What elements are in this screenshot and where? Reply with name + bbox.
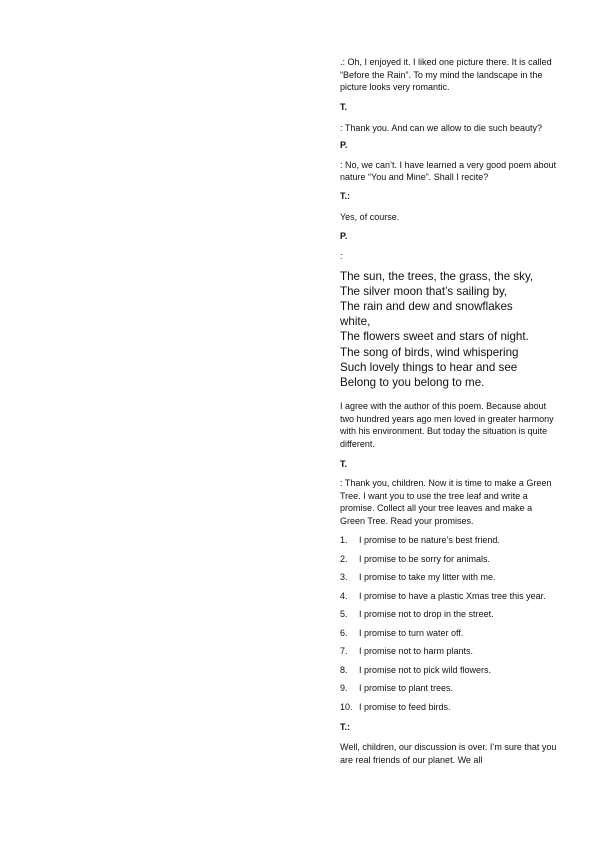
speaker-pupil: P. — [340, 139, 348, 150]
paragraph-agree: I agree with the author of this poem. Because about two hundred years ago men loved in greater harmony with his environment. But today the situation is quite different. — [340, 401, 554, 449]
poem-line: The song of birds, wind whispering — [340, 345, 519, 359]
list-item: 4. I promise to have a plastic Xmas tree this year. — [340, 590, 546, 601]
poem-line: white, — [340, 315, 371, 329]
poem-line: The rain and dew and snowflakes — [340, 299, 513, 313]
list-item: 5. I promise not to drop in the street. — [340, 609, 494, 620]
text-column — [340, 56, 558, 766]
poem-line: The flowers sweet and stars of night. — [340, 330, 529, 344]
speaker-teacher: T. — [340, 102, 348, 112]
list-item: 9. I promise to plant trees. — [340, 683, 454, 694]
poem-line: The silver moon that’s sailing by, — [340, 284, 508, 298]
list-item: 6. I promise to turn water off. — [340, 627, 464, 638]
paragraph-discussion-over: Well, children, our discussion is over. I’m sure that you are real friends of our planet. We all — [340, 742, 557, 765]
list-item: 3. I promise to take my litter with me. — [340, 572, 496, 583]
poem-line: Such lovely things to hear and see — [340, 360, 518, 374]
speaker-teacher: T.: — [340, 190, 350, 201]
list-item: 1. I promise to be nature’s best friend. — [340, 535, 500, 546]
paragraph-teacher-yes: Yes, of course. — [340, 211, 400, 222]
poem-line: The sun, the trees, the grass, the sky, — [340, 269, 534, 283]
promise-list — [340, 534, 558, 713]
list-item: 7. I promise not to harm plants. — [340, 646, 474, 657]
speaker-pupil: P. — [340, 231, 348, 241]
paragraph-pupil-poem-intro: : No, we can’t. I have learned a very good poem about nature “You and Mine”. Shall I recite? — [340, 159, 557, 182]
poem-line: Belong to you belong to me. — [340, 375, 485, 389]
paragraph-colon: : — [340, 251, 343, 261]
speaker-teacher: T.: — [340, 722, 350, 733]
list-item: 2. I promise to be sorry for animals. — [340, 553, 491, 564]
paragraph-pupil-enjoyed: .: Oh, I enjoyed it. I liked one picture there. It is called “Before the Rain”. To my mind the landscape in the picture looks very romantic. — [340, 57, 552, 92]
paragraph-green-tree: : Thank you, children. Now it is time to make a Green Tree. I want you to use the tree leaf and write a promise. Collect all your tree leaves and make a Green Tree. Read your promises. — [340, 478, 552, 526]
list-item: 8. I promise not to pick wild flowers. — [340, 664, 492, 675]
poem — [340, 269, 558, 391]
list-item: 10. I promise to feed birds. — [340, 701, 451, 712]
speaker-teacher: T. — [340, 459, 348, 470]
paragraph-teacher-beauty: : Thank you. And can we allow to die such beauty? — [340, 123, 542, 133]
